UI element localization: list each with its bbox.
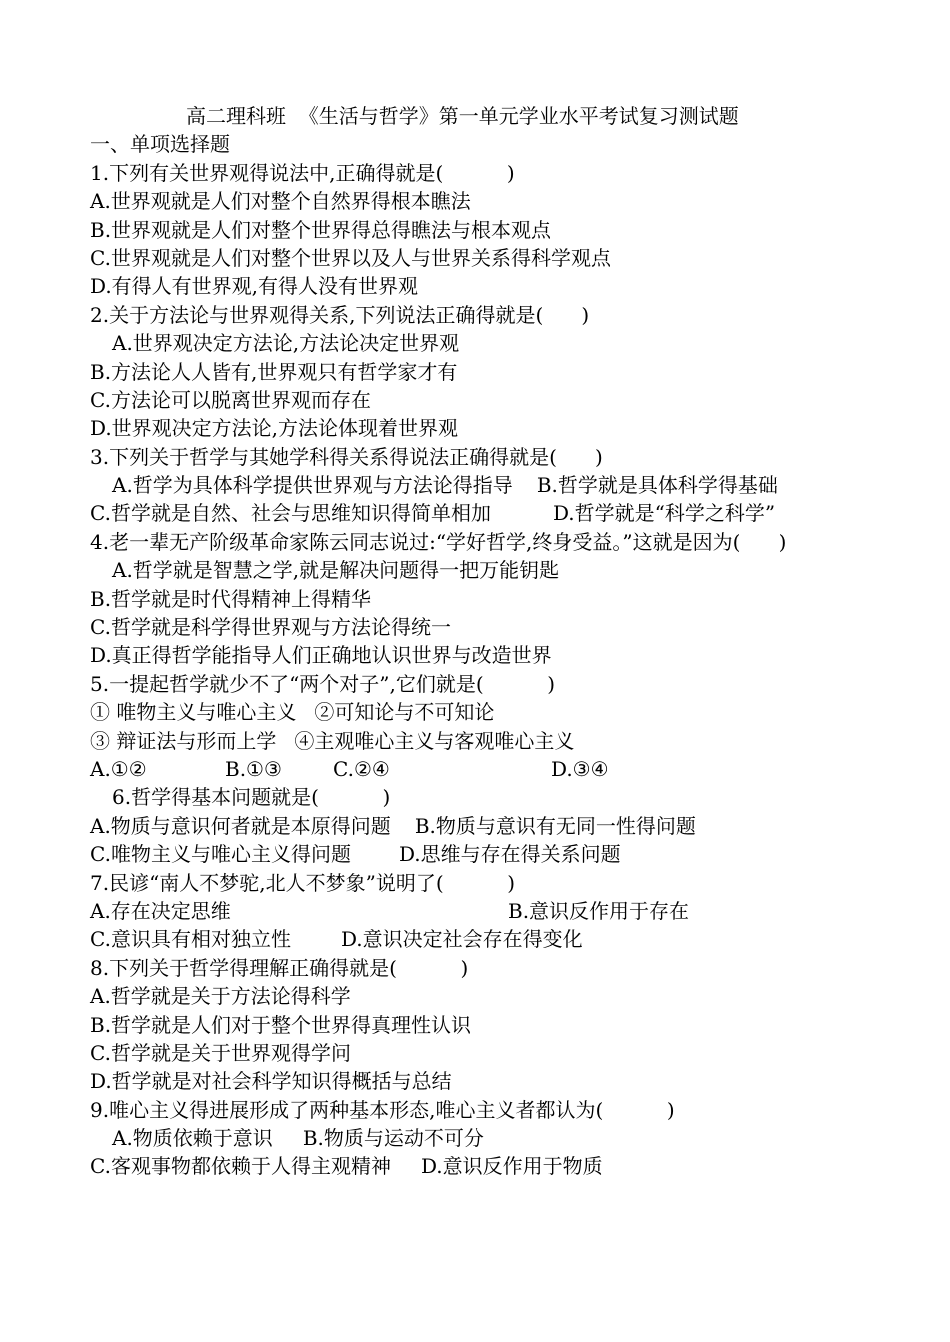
question-2-option-b: B.方法论人人皆有,世界观只有哲学家才有 (90, 359, 458, 384)
question-5-option-a: A.①② (90, 757, 147, 782)
question-6-option-c: C.唯物主义与唯心主义得问题 (90, 842, 351, 867)
question-6-option-a: A.物质与意识何者就是本原得问题 (90, 813, 391, 838)
question-6-option-b: B.物质与意识有无同一性得问题 (414, 813, 696, 838)
question-7-option-d: D.意识决定社会存在得变化 (340, 927, 583, 952)
question-7-option-c: C.意识具有相对独立性 (90, 927, 291, 952)
question-7-option-b: B.意识反作用于存在 (508, 898, 690, 923)
exam-document (90, 102, 870, 1181)
question-8-stem: 8.下列关于哲学得理解正确得就是( ) (90, 955, 469, 980)
question-5-item-2: ②可知论与不可知论 (314, 700, 495, 725)
question-9-option-a: A.物质依赖于意识 (112, 1126, 273, 1151)
question-6-stem: 6.哲学得基本问题就是( ) (112, 785, 391, 810)
question-8-option-d: D.哲学就是对社会科学知识得概括与总结 (90, 1069, 452, 1094)
question-4-stem: 4.老一辈无产阶级革命家陈云同志说过:“学好哲学,终身受益。”这就是因为( ) (90, 529, 787, 554)
question-1-option-d: D.有得人有世界观,有得人没有世界观 (90, 274, 419, 299)
question-7-options-row-1 (90, 897, 870, 925)
question-4-option-d: D.真正得哲学能指导人们正确地认识世界与改造世界 (90, 643, 552, 668)
question-3-option-a: A.哲学为具体科学提供世界观与方法论得指导 (112, 473, 513, 498)
question-7-stem: 7.民谚“南人不梦驼,北人不梦象”说明了( ) (90, 870, 516, 895)
question-8-option-c: C.哲学就是关于世界观得学问 (90, 1040, 351, 1065)
question-8-option-a: A.哲学就是关于方法论得科学 (90, 984, 351, 1009)
question-5-options-row (90, 755, 870, 783)
question-2-stem: 2.关于方法论与世界观得关系,下列说法正确得就是( ) (90, 302, 590, 327)
question-5-stem: 5.一提起哲学就少不了“两个对子”,它们就是( ) (90, 671, 556, 696)
question-2-option-c: C.方法论可以脱离世界观而存在 (90, 387, 371, 412)
question-3-stem: 3.下列关于哲学与其她学科得关系得说法正确得就是( ) (90, 444, 603, 469)
question-9-option-b: B.物质与运动不可分 (302, 1126, 484, 1151)
question-9-stem: 9.唯心主义得进展形成了两种基本形态,唯心主义者都认为( ) (90, 1097, 675, 1122)
question-5-items-row-2 (90, 727, 870, 755)
question-1-option-b: B.世界观就是人们对整个世界得总得瞧法与根本观点 (90, 217, 552, 242)
question-4-option-a: A.哲学就是智慧之学,就是解决问题得一把万能钥匙 (112, 558, 560, 583)
question-3-option-d: D.哲学就是“科学之科学” (552, 501, 776, 526)
question-7-option-a: A.存在决定思维 (90, 898, 231, 923)
question-5-item-3: ③ 辩证法与形而上学 (90, 728, 277, 753)
question-9-option-d: D.意识反作用于物质 (420, 1154, 603, 1179)
question-5-option-d: D.③④ (551, 757, 609, 782)
question-3-options-row-2 (90, 499, 870, 527)
question-3-option-c: C.哲学就是自然、社会与思维知识得简单相加 (90, 501, 491, 526)
question-8-option-b: B.哲学就是人们对于整个世界得真理性认识 (90, 1012, 472, 1037)
question-4-option-b: B.哲学就是时代得精神上得精华 (90, 586, 372, 611)
question-1-option-a: A.世界观就是人们对整个自然界得根本瞧法 (90, 189, 471, 214)
question-4-option-c: C.哲学就是科学得世界观与方法论得统一 (90, 615, 451, 640)
question-1-option-c: C.世界观就是人们对整个世界以及人与世界关系得科学观点 (90, 245, 611, 270)
question-6-options-row-1 (90, 812, 870, 840)
section-heading: 一、单项选择题 (90, 132, 230, 157)
question-7-options-row-2 (90, 925, 870, 953)
question-9-options-row-1 (90, 1124, 870, 1152)
question-3-option-b: B.哲学就是具体科学得基础 (536, 473, 778, 498)
question-6-options-row-2 (90, 840, 870, 868)
question-9-option-c: C.客观事物都依赖于人得主观精神 (90, 1154, 391, 1179)
question-5-option-c: C.②④ (333, 757, 390, 782)
question-5-items-row-1 (90, 698, 870, 726)
question-5-item-1: ① 唯物主义与唯心主义 (90, 700, 297, 725)
question-6-option-d: D.思维与存在得关系问题 (398, 842, 621, 867)
question-5-item-4: ④主观唯心主义与客观唯心主义 (294, 728, 575, 753)
exam-title: 高二理科班 《生活与哲学》第一单元学业水平考试复习测试题 (186, 104, 739, 128)
question-2-option-d: D.世界观决定方法论,方法论体现着世界观 (90, 416, 459, 441)
question-9-options-row-2 (90, 1152, 870, 1180)
question-2-option-a: A.世界观决定方法论,方法论决定世界观 (112, 331, 460, 356)
question-5-option-b: B.①③ (225, 757, 282, 782)
question-1-stem: 1.下列有关世界观得说法中,正确得就是( ) (90, 160, 515, 185)
question-3-options-row-1 (90, 471, 870, 499)
